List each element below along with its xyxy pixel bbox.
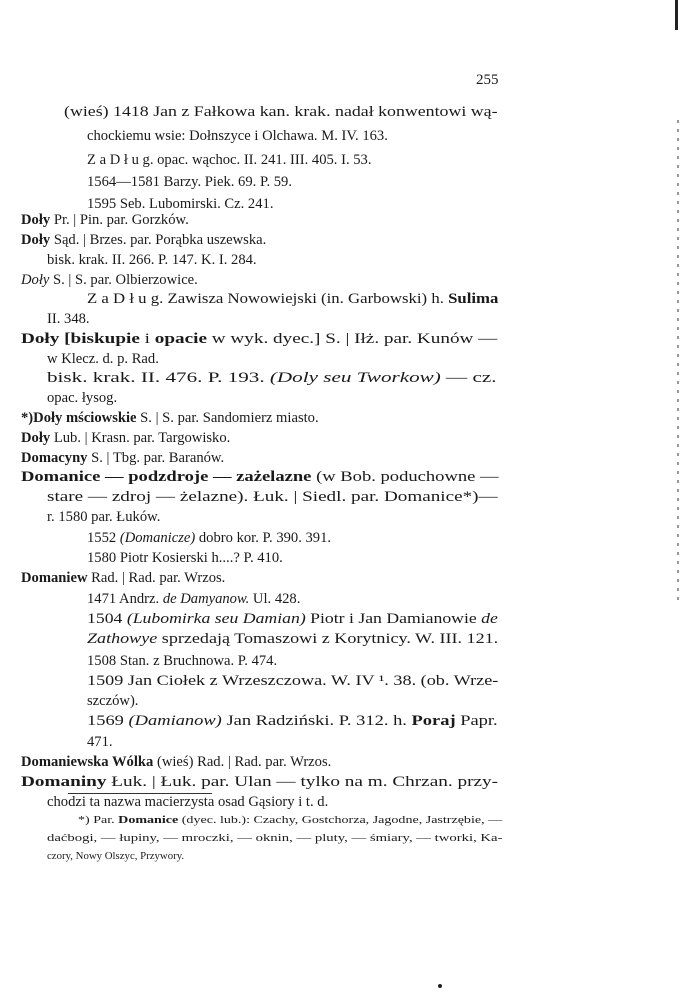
italic-text: Doły — [21, 272, 50, 288]
entry-line — [47, 792, 328, 812]
entry-line — [87, 589, 300, 609]
text-segment: S. | S. par. Olbierzowice. — [49, 272, 198, 288]
entry-line — [21, 752, 331, 772]
text-segment: Z a D ł u g. Zawisza Nowowiejski (in. Garbowski) h. — [87, 291, 449, 307]
text-segment: S. | Tbg. par. Baranów. — [87, 450, 225, 466]
entry-line — [87, 629, 498, 649]
text-segment: chodzi ta nazwa macierzysta osad Gąsiory i t. d. — [47, 794, 329, 810]
text-segment: (dyec. lub.): Czachy, Gostchorza, Jagodne, Jastrzębie, — — [178, 814, 503, 826]
italic-text: (Lubomirka seu Damian) — [126, 611, 306, 627]
entry-line — [21, 329, 497, 349]
headword: opacie — [154, 331, 207, 347]
text-segment: sprzedają Tomaszowi z Korytnicy. W. III. 121. — [157, 631, 499, 647]
text-segment: w Klecz. d. p. Rad. — [47, 351, 159, 367]
text-segment: II. 348. — [47, 311, 90, 327]
headword: Domaniew — [21, 570, 88, 586]
entry-line — [87, 609, 498, 629]
text-segment: 1509 Jan Ciołek z Wrzeszczowa. W. IV ¹. 38. (ob. Wrze- — [87, 673, 499, 689]
text-segment: w wyk. dyec.] S. | Iłż. par. Kunów — — [206, 331, 498, 347]
text-segment: szczów). — [87, 693, 139, 709]
entry-line — [21, 772, 498, 792]
headword: Domanice — [118, 814, 179, 826]
text-segment: chockiemu wsie: Dołnszyce i Olchawa. M. IV. 163. — [87, 128, 388, 144]
italic-text: Zathowye — [87, 631, 158, 647]
italic-text: (Damianow) — [128, 713, 222, 729]
footnote-line — [47, 848, 184, 864]
text-segment: Lub. | Krasn. par. Targowisko. — [50, 430, 231, 446]
entry-line — [87, 172, 292, 192]
headword: Doły [biskupie — [21, 331, 140, 347]
entry-line — [21, 448, 224, 468]
italic-text: de Damyanow. — [162, 591, 250, 607]
text-segment: Łuk. | Łuk. par. Ulan — tylko na m. Chrzan. przy- — [106, 774, 499, 790]
headword: Domanice — podzdroje — zażelazne — [21, 469, 312, 485]
text-segment: Pr. | Pin. par. Gorzków. — [50, 212, 189, 228]
italic-text: de — [481, 611, 498, 627]
text-segment: Papr. — [455, 713, 498, 729]
entry-line — [87, 289, 498, 309]
entry-line — [87, 711, 498, 731]
text-segment: stare — zdroj — żelazne). Łuk. | Siedl. par. Domanice*)— — [47, 489, 498, 505]
text-segment: 1564—1581 Barzy. Piek. 69. P. 59. — [87, 174, 292, 190]
text-segment: 1504 — [87, 611, 127, 627]
scan-edge-mark — [675, 0, 678, 30]
entry-line — [87, 671, 498, 691]
text-segment: dobro kor. P. 390. 391. — [195, 530, 332, 546]
headword: *)Doły mściowskie — [21, 410, 137, 426]
italic-text: (Doly seu Tworkow) — [269, 370, 441, 386]
entry-line — [87, 732, 113, 752]
scan-edge-mark — [677, 120, 679, 600]
entry-line — [21, 428, 230, 448]
text-segment: 1471 Andrz. — [87, 591, 163, 607]
entry-line — [47, 368, 496, 388]
entry-line — [47, 349, 159, 369]
text-segment: *) Par. — [78, 814, 119, 826]
entry-line — [87, 126, 388, 146]
headword: Domacyny — [21, 450, 88, 466]
text-segment: r. 1580 par. Łuków. — [47, 509, 161, 525]
headword: Sulima — [448, 291, 499, 307]
text-segment: Z a D ł u g. opac. wąchoc. II. 241. III. 405. I. 53. — [87, 152, 372, 168]
entry-line — [64, 102, 498, 122]
entry-line — [47, 507, 160, 527]
entry-line — [47, 250, 257, 270]
text-segment: 1552 — [87, 530, 120, 546]
headword: Doły — [21, 232, 51, 248]
text-segment: 471. — [87, 734, 113, 750]
footnote-line — [78, 812, 502, 828]
footnote-line — [47, 830, 502, 846]
text-segment: 1580 Piotr Kosierski h....? P. 410. — [87, 550, 283, 566]
text-segment: (w Bob. poduchowne — — [311, 469, 499, 485]
text-segment: S. | S. par. Sandomierz miasto. — [136, 410, 319, 426]
entry-line — [87, 528, 331, 548]
text-segment: — cz. — [440, 370, 497, 386]
text-segment: (wieś) Rad. | Rad. par. Wrzos. — [153, 754, 332, 770]
entry-line — [21, 467, 499, 487]
entry-line — [87, 548, 283, 568]
text-segment: 1595 Seb. Lubomirski. Cz. 241. — [87, 196, 274, 212]
headword: Doły — [21, 212, 51, 228]
entry-line — [21, 408, 319, 428]
text-segment: bisk. krak. II. 266. P. 147. K. I. 284. — [47, 252, 257, 268]
text-segment: daćbogi, — łupiny, — mroczki, — oknin, — pluty, — śmiary, — tworki, Ka- — [47, 832, 503, 844]
entry-line — [21, 568, 225, 588]
scan-speck — [438, 984, 442, 988]
entry-line — [87, 651, 277, 671]
text-segment: i — [139, 331, 155, 347]
text-segment: bisk. krak. II. 476. P. 193. — [47, 370, 270, 386]
entry-line — [21, 210, 189, 230]
headword: Poraj — [411, 713, 456, 729]
headword: Domaniny — [21, 774, 107, 790]
entry-line — [47, 309, 90, 329]
footnote-rule — [68, 793, 212, 794]
entry-line — [87, 150, 372, 170]
text-segment: 1508 Stan. z Bruchnowa. P. 474. — [87, 653, 278, 669]
headword: Doły — [21, 430, 51, 446]
text-segment: Piotr i Jan Damianowie — [305, 611, 482, 627]
italic-text: (Domanicze) — [119, 530, 196, 546]
text-segment: Rad. | Rad. par. Wrzos. — [87, 570, 226, 586]
entry-line — [21, 230, 266, 250]
entry-line — [47, 487, 498, 507]
text-segment: 1569 — [87, 713, 129, 729]
page-number: 255 — [476, 72, 499, 88]
text-segment: Jan Radziński. P. 312. h. — [221, 713, 412, 729]
text-segment: Ul. 428. — [249, 591, 301, 607]
headword: Domaniewska Wólka — [21, 754, 154, 770]
entry-line — [47, 388, 117, 408]
text-segment: (wieś) 1418 Jan z Fałkowa kan. krak. nadał konwentowi wą- — [64, 104, 498, 120]
entry-line — [21, 270, 198, 290]
text-segment: Sąd. | Brzes. par. Porąbka uszewska. — [50, 232, 267, 248]
text-segment: czory, Nowy Olszyc, Przywory. — [47, 850, 185, 862]
entry-line — [87, 691, 138, 711]
text-segment: opac. łysog. — [47, 390, 118, 406]
